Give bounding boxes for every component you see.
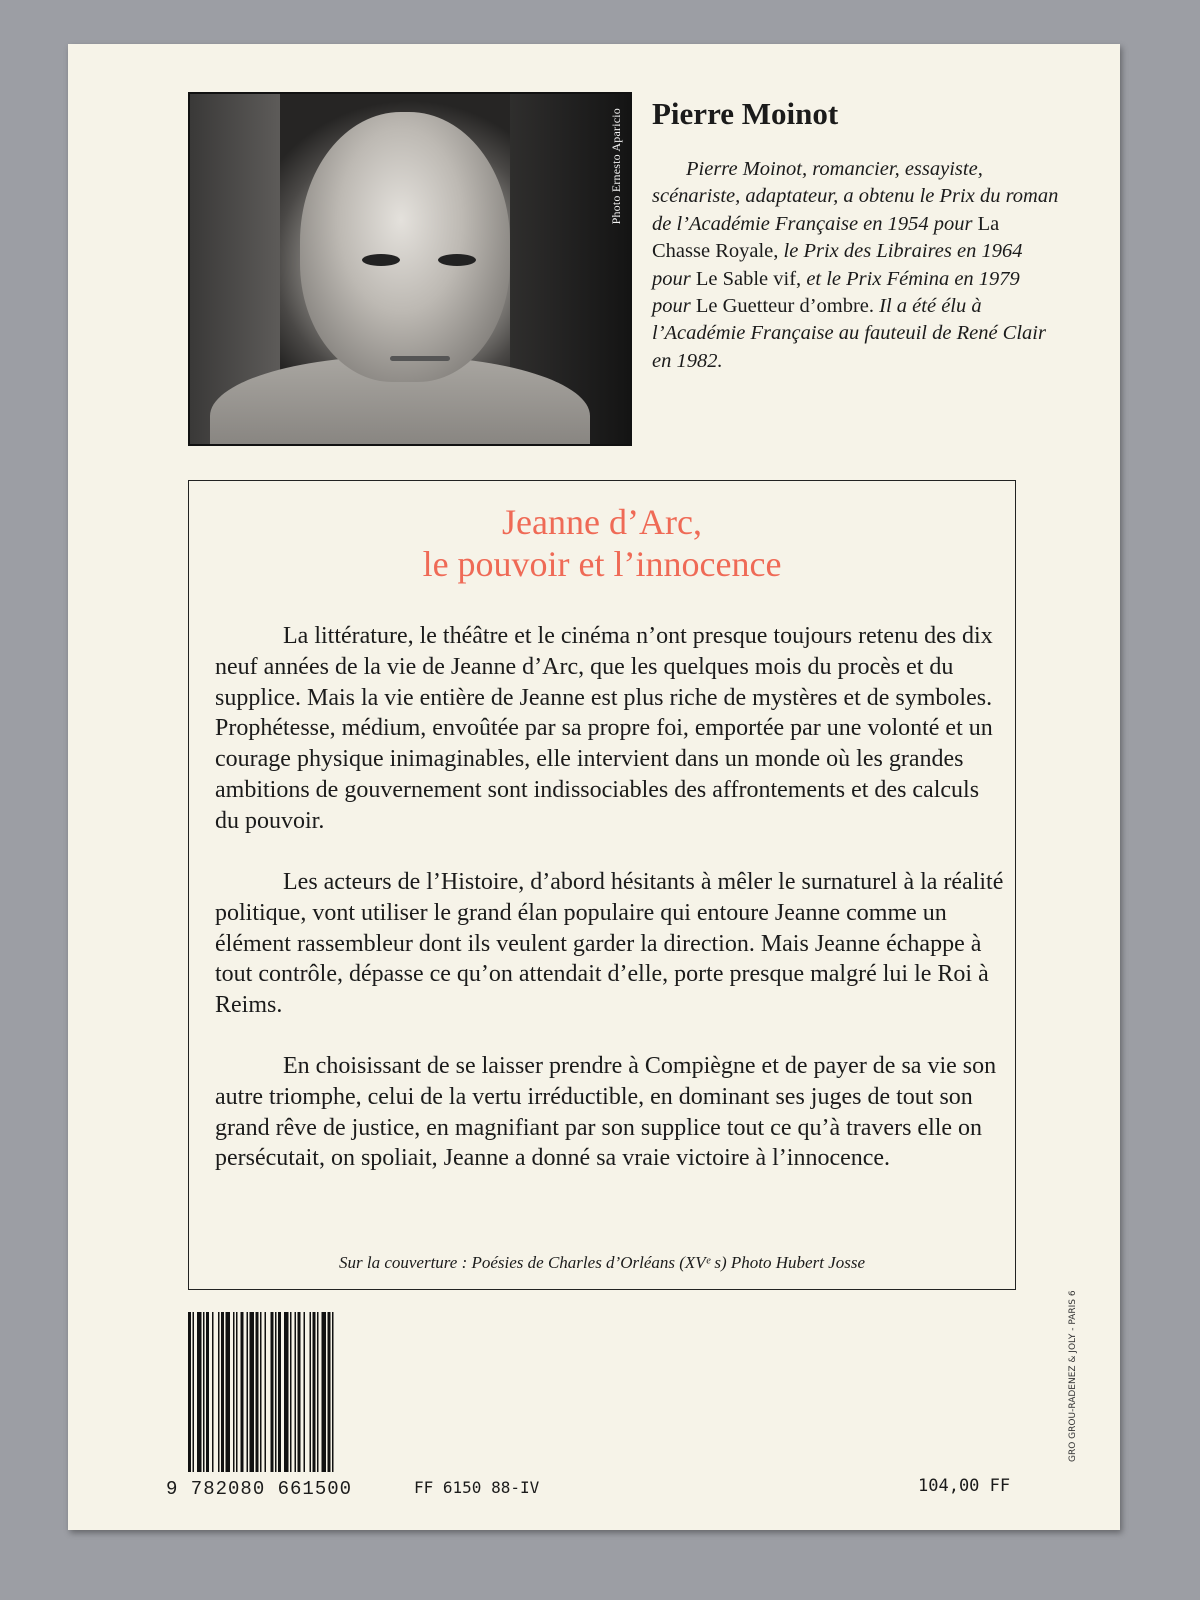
barcode-bar bbox=[241, 1312, 244, 1472]
barcode-bar bbox=[313, 1312, 316, 1472]
photo-head bbox=[300, 112, 510, 382]
printer-credit: GRO GROU-RADENEZ & JOLY - PARIS 6 bbox=[1068, 1290, 1078, 1462]
blurb-paragraph-2: Les acteurs de l’Histoire, d’abord hésitants à mêler le surnaturel à la réalité politique, vont utiliser le grand élan populaire qui entoure Jeanne comme un élément rassembleur dont ils veulent garder la direction. Mais Jeanne échappe à tout contrôle, dépasse ce qu’on attendait d’elle, porte presque malgré lui le Roi à Reims. bbox=[215, 869, 1004, 1019]
blurb-frame bbox=[188, 480, 1016, 1290]
author-photo bbox=[188, 92, 632, 446]
bio-segment: La Chasse Royale, bbox=[652, 212, 1000, 263]
barcode-bar bbox=[226, 1312, 231, 1472]
author-name: Pierre Moinot bbox=[652, 96, 839, 131]
barcode-bar bbox=[290, 1312, 292, 1472]
photo-credit: Photo Ernesto Aparicio bbox=[609, 108, 623, 225]
barcode-bar bbox=[275, 1312, 277, 1472]
photo-left-eye bbox=[362, 254, 400, 266]
barcode-bar bbox=[256, 1312, 259, 1472]
blurb-paragraph-1: La littérature, le théâtre et le cinéma n’ont presque toujours retenu des dix neuf années de la vie de Jeanne d’Arc, que les quelques mois du procès et du supplice. Mais la vie entière de Jeanne est plus riche de mystères et de symboles. Prophétesse, médium, envoûtée par sa propre foi, emportée par une volonté et un courage physique inimaginables, elle intervient dans un monde où les grandes ambitions de gouvernement sont indissociables des affrontements et des calculs du pouvoir. bbox=[215, 623, 993, 834]
barcode-bar bbox=[310, 1312, 312, 1472]
barcode-bar bbox=[233, 1312, 235, 1472]
barcode-bar bbox=[317, 1312, 319, 1472]
cover-caption: Sur la couverture : Poésies de Charles d’Orléans (XVᵉ s) Photo Hubert Josse bbox=[338, 1253, 865, 1272]
barcode-bar bbox=[298, 1312, 301, 1472]
barcode-bar bbox=[332, 1312, 334, 1472]
barcode-bar bbox=[197, 1312, 202, 1472]
barcode-bar bbox=[265, 1312, 267, 1472]
book-title-line-2: le pouvoir et l’innocence bbox=[422, 544, 782, 584]
barcode-bar bbox=[188, 1312, 191, 1472]
barcode-bar bbox=[206, 1312, 209, 1472]
barcode-digits: 9 782080 661500 bbox=[166, 1478, 353, 1500]
author-bio bbox=[652, 156, 1062, 375]
barcode-bar bbox=[212, 1312, 214, 1472]
barcode-bar bbox=[278, 1312, 281, 1472]
photo-right-eye bbox=[438, 254, 476, 266]
bio-segment: Pierre Moinot, romancier, essayiste, scénariste, adaptateur, a obtenu le Prix du roman de l’Académie Française en 1954 pour bbox=[652, 158, 1059, 235]
bio-segment: le Prix des Libraires en 1964 pour bbox=[652, 240, 1023, 290]
barcode-bar bbox=[236, 1312, 238, 1472]
book-back-cover bbox=[68, 44, 1120, 1530]
book-title bbox=[189, 501, 1015, 585]
barcode-bar bbox=[203, 1312, 205, 1472]
barcode-bar bbox=[260, 1312, 262, 1472]
barcode-bar bbox=[271, 1312, 274, 1472]
barcode-bar bbox=[250, 1312, 255, 1472]
bio-segment: Il a été élu à l’Académie Française au fauteuil de René Clair en 1982. bbox=[652, 295, 1046, 372]
price: 104,00 FF bbox=[918, 1476, 1011, 1496]
barcode-bar bbox=[193, 1312, 195, 1472]
barcode-bar bbox=[221, 1312, 224, 1472]
barcode-bar bbox=[322, 1312, 327, 1472]
barcode-bar bbox=[284, 1312, 289, 1472]
barcode-bar bbox=[295, 1312, 297, 1472]
barcode-bar bbox=[328, 1312, 331, 1472]
book-title-line-1: Jeanne d’Arc, bbox=[502, 502, 702, 542]
barcode-bar bbox=[247, 1312, 249, 1472]
barcode bbox=[186, 1312, 380, 1472]
blurb-paragraph-3: En choisissant de se laisser prendre à Compiègne et de payer de sa vie son autre triomphe, celui de la vertu irréductible, en dominant ses juges de tout son grand rêve de justice, en magnifiant par son supplice tout ce qu’à travers elle on persécutait, on spoliait, Jeanne a donné sa vraie victoire à l’innocence. bbox=[215, 1053, 997, 1172]
barcode-bar bbox=[304, 1312, 306, 1472]
bio-segment: Le Sable vif, bbox=[695, 267, 807, 290]
catalog-code: FF 6150 88-IV bbox=[414, 1478, 540, 1497]
barcode-bar bbox=[218, 1312, 220, 1472]
photo-mouth bbox=[390, 356, 450, 361]
bio-segment: Le Guetteur d’ombre. bbox=[695, 295, 880, 318]
bio-segment: et le Prix Fémina en 1979 pour bbox=[652, 267, 1020, 318]
